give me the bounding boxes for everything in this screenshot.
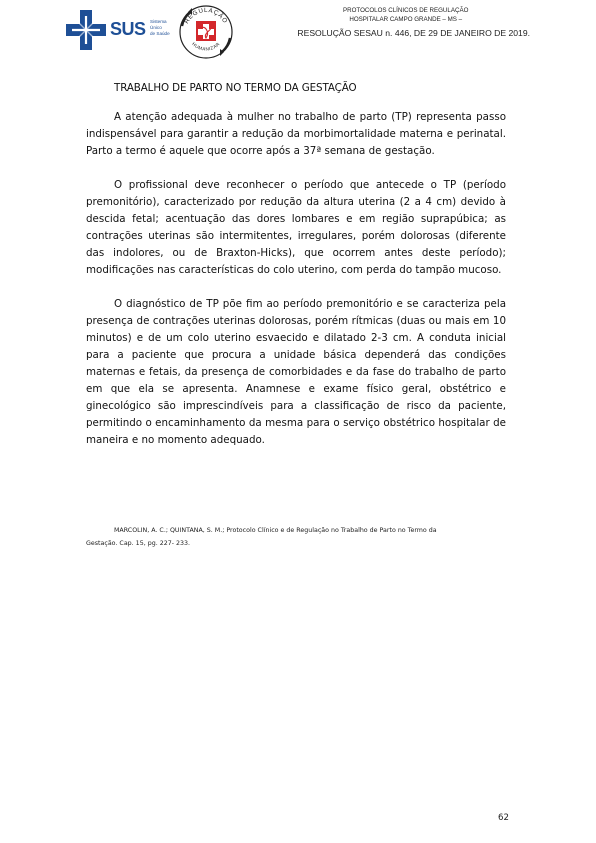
- sus-subtitle-line: de Saúde: [150, 31, 170, 36]
- sus-subtitle-line: Sistema: [150, 19, 167, 24]
- sus-logo-word: SUS: [110, 19, 146, 39]
- bibliographic-reference: [86, 524, 516, 550]
- paragraph: O diagnóstico de TP põe fim ao período premonitório e se caracteriza pela presença de contrações uterinas dolorosas, porém rítmicas (duas ou mais em 10 minutos) e de um colo uterino esvaecido e dilatado 2-3 cm. A conduta inicial para a paciente que procura a unidade básica dependerá das condições maternas e fetais, da presença de comorbidades e da fase do trabalho de parto em que ela se apresenta. Anamnese e exame físico geral, obstétrico e ginecológico são imprescindíveis para a classificação de risco da paciente, permitindo o encaminhamento da mesma para o serviço obstétrico hospitalar de maneira e no momento adequado.: [86, 298, 506, 446]
- paragraph: O profissional deve reconhecer o período que antecede o TP (período premonitório), caracterizado por redução da altura uterina (2 a 4 cm) devido à descida fetal; acentuação das dores lombares e em região suprapúbica; as contrações uterinas são intermitentes, irregulares, porém dolorosas (diferente das indolores, ou de Braxton-Hicks), que ocorrem antes deste período); modificações nas características do colo uterino, com perda do tampão mucoso.: [86, 179, 506, 276]
- paragraph: A atenção adequada à mulher no trabalho de parto (TP) representa passo indispensável para garantir a redução da morbimortalidade materna e perinatal. Parto a termo é aquele que ocorre após a 37ª semana de gestação.: [86, 111, 506, 157]
- svg-text:HUMANIZAR: [191, 41, 221, 51]
- sus-logo: [64, 8, 176, 52]
- protocol-title-line2: HOSPITALAR CAMPO GRANDE – MS –: [349, 16, 463, 23]
- sus-cross-icon: [64, 8, 108, 52]
- resolution-line: RESOLUÇÃO SESAU n. 446, DE 29 DE JANEIRO DE 2019.: [297, 28, 530, 38]
- seal-top-text: REGULAÇÃO: [183, 6, 229, 26]
- sus-subtitle-line: Único: [150, 25, 162, 30]
- sus-logo-subtitle: [150, 19, 170, 37]
- seal-bottom-text: HUMANIZAR: [191, 41, 221, 52]
- header-protocol-info: [297, 6, 530, 39]
- reference-line: MARCOLIN, A. C.; QUINTANA, S. M.; Protocolo Clínico e de Regulação no Trabalho de Parto no Termo da: [114, 527, 437, 534]
- protocol-title-line1: PROTOCOLOS CLÍNICOS DE REGULAÇÃO: [343, 7, 469, 14]
- page-title: TRABALHO DE PARTO NO TERMO DA GESTAÇÃO: [114, 82, 357, 94]
- reference-line: Gestação. Cap. 15, pg. 227- 233.: [86, 540, 191, 547]
- page-number: 62: [498, 813, 509, 823]
- regulation-seal-icon: [176, 2, 236, 62]
- document-body: [86, 80, 506, 449]
